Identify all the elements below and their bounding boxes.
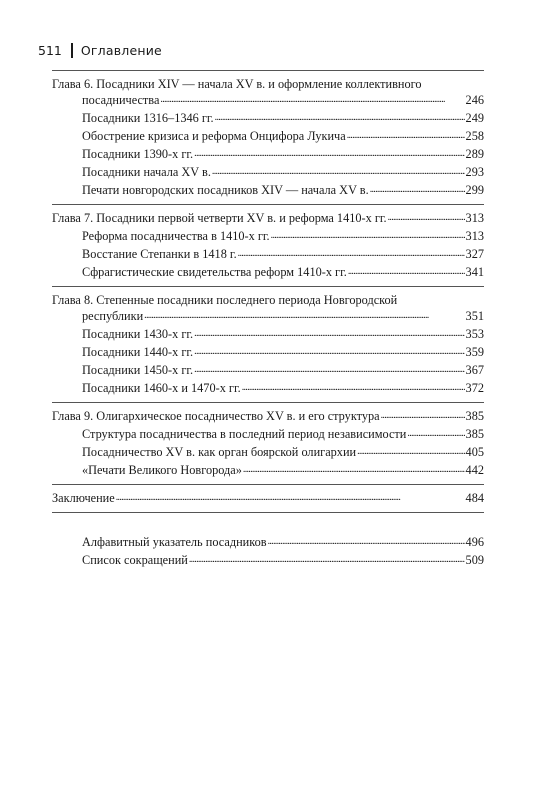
divider-line [52,484,484,485]
page-ref: 299 [465,183,484,197]
table-of-contents [52,68,484,574]
leader-dots [370,182,465,198]
leader-dots [357,444,464,460]
toc-entry[interactable]: Реформа посадничества в 1410-х гг. . . . 313 [52,228,484,246]
conclusion-group [52,484,484,508]
chapter-title[interactable]: Глава 7. Посадники первой четверти XV в. и реформа 1410-х гг. . . . 313 [52,210,484,228]
page-ref: 258 [465,129,484,143]
leader-dots [238,246,465,262]
leader-dots [194,362,464,378]
leader-dots [160,92,464,108]
running-header [38,40,162,60]
page-ref: 509 [465,553,484,567]
page-ref: 353 [465,327,484,341]
leader-dots [243,462,465,478]
page-number: 511 [38,42,62,58]
section-title: Оглавление [80,42,162,58]
toc-entry[interactable]: Структура посадничества в последний период независимости . . . 385 [52,426,484,444]
leader-dots [407,426,464,442]
page-ref: 496 [465,535,484,549]
chapter-9 [52,402,484,480]
toc-entry[interactable]: Посадники 1316–1346 гг. . . . 249 [52,110,484,128]
chapter-7 [52,204,484,282]
page-ref: 313 [465,211,484,225]
leader-dots [215,110,465,126]
divider-line [52,402,484,403]
page-ref: 351 [465,309,484,323]
toc-entry[interactable]: Восстание Степанки в 1418 г. . . . 327 [52,246,484,264]
leader-dots [116,490,465,506]
leader-dots [189,552,465,568]
divider-line [52,70,484,71]
divider-line [52,512,484,513]
page-ref: 341 [465,265,484,279]
conclusion-entry[interactable]: Заключение . . . 484 [52,490,484,508]
leader-dots [144,308,464,324]
toc-entry[interactable]: Печати новгородских посадников XIV — начала XV в. . . . 299 [52,182,484,200]
toc-entry[interactable]: «Печати Великого Новгорода» . . . 442 [52,462,484,480]
chapter-title-continuation[interactable]: республики . . . 351 [52,308,484,326]
leader-dots [194,326,464,342]
toc-entry[interactable]: Посадники 1390-х гг. . . . 289 [52,146,484,164]
toc-entry[interactable]: Посадники 1460-х и 1470-х гг. . . . 372 [52,380,484,398]
toc-entry[interactable]: Посадники 1450-х гг. . . . 367 [52,362,484,380]
toc-entry[interactable]: Посадники 1430-х гг. . . . 353 [52,326,484,344]
page-ref: 327 [465,247,484,261]
leader-dots [268,534,465,550]
leader-dots [347,128,465,144]
toc-entry[interactable]: Список сокращений . . . 509 [52,552,484,570]
chapter-8 [52,286,484,398]
leader-dots [271,228,465,244]
leader-dots [381,408,465,424]
toc-entry[interactable]: Обострение кризиса и реформа Онцифора Лукича . . . 258 [52,128,484,146]
toc-entry[interactable]: Посадники начала XV в. . . . 293 [52,164,484,182]
page-ref: 293 [465,165,484,179]
divider-line [52,204,484,205]
header-divider [71,43,73,58]
chapter-title-continuation[interactable]: посадничества . . . 246 [52,92,484,110]
page-ref: 484 [465,491,484,505]
page-ref: 385 [465,427,484,441]
page-ref: 367 [465,363,484,377]
leader-dots [194,146,464,162]
page-ref: 372 [465,381,484,395]
chapter-6 [52,70,484,200]
page-ref: 289 [465,147,484,161]
toc-entry[interactable]: Посадники 1440-х гг. . . . 359 [52,344,484,362]
page-ref: 246 [465,93,484,107]
leader-dots [348,264,465,280]
toc-entry[interactable]: Алфавитный указатель посадников . . . 496 [52,534,484,552]
leader-dots [212,164,465,180]
appendix-group [52,512,484,570]
page-ref: 359 [465,345,484,359]
chapter-title[interactable]: Глава 8. Степенные посадники последнего периода Новгородской [52,293,398,307]
chapter-title[interactable]: Глава 6. Посадники XIV — начала XV в. и оформление коллективного [52,77,422,91]
page-ref: 442 [465,463,484,477]
page-ref: 313 [465,229,484,243]
leader-dots [242,380,465,396]
page-ref: 405 [465,445,484,459]
page-ref: 249 [465,111,484,125]
page-ref: 385 [465,409,484,423]
chapter-title[interactable]: Глава 9. Олигархическое посадничество XV в. и его структура . . . 385 [52,408,484,426]
toc-entry[interactable]: Посадничество XV в. как орган боярской олигархии . . . 405 [52,444,484,462]
leader-dots [194,344,464,360]
leader-dots [388,210,465,226]
divider-line [52,286,484,287]
toc-entry[interactable]: Сфрагистические свидетельства реформ 1410-х гг. . . . 341 [52,264,484,282]
